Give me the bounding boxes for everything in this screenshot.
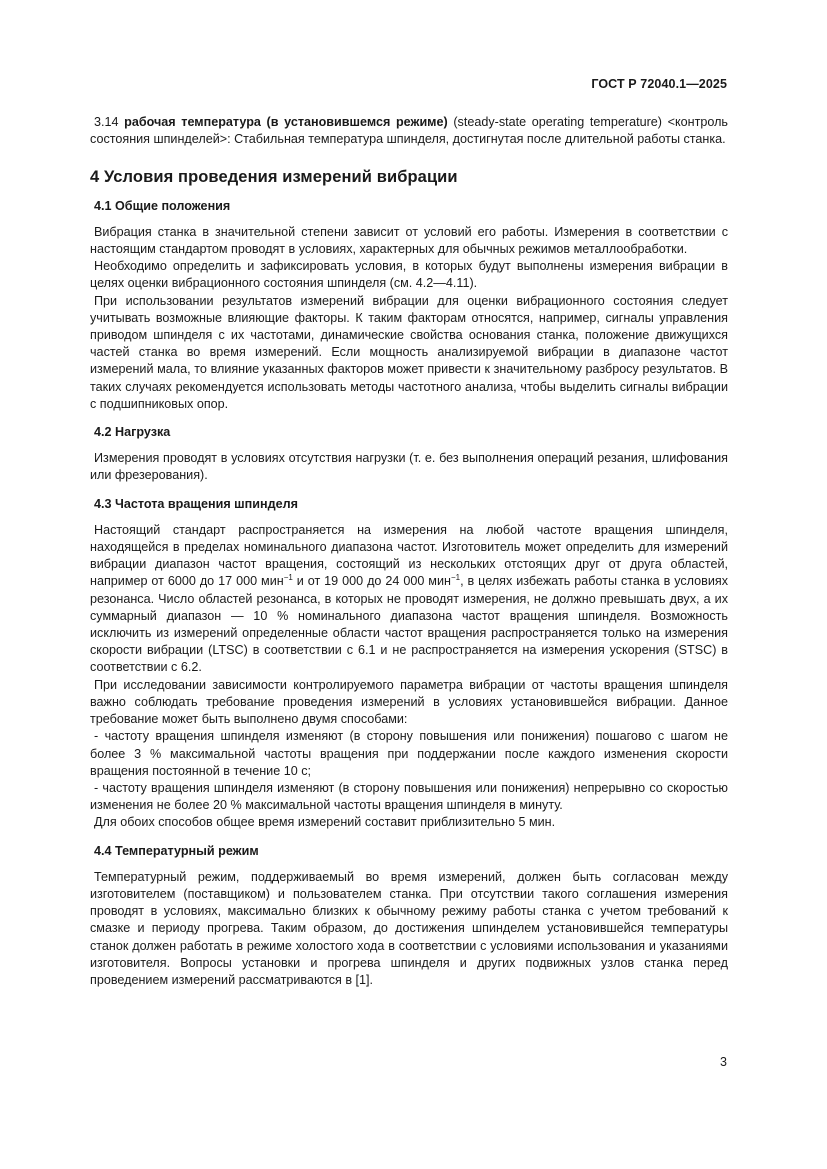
list-item: - частоту вращения шпинделя изменяют (в сторону повышения или понижения) непрерывно со скоростью изменения не более 20 % максимальной частоты вращения шпинделя в минуту. [90, 780, 728, 813]
subsection-4-3-heading: 4.3 Частота вращения шпинделя [94, 496, 298, 511]
subsection-4-1-heading: 4.1 Общие положения [94, 198, 231, 213]
page-content [90, 114, 728, 989]
subsection-4-4-heading: 4.4 Температурный режим [94, 843, 259, 858]
paragraph-4-3-1 [90, 522, 728, 677]
paragraph-4-1-3: При использовании результатов измерений вибрации для оценки вибрационного состояния следует учитывать возможные влияющие факторы. К таким факторам относятся, например, сигналы управления приводом шпинделя с их частотами, динамические свойства основания станка, положение движущихся частей станка во время измерений. Если мощность анализируемой вибрации в диапазоне частот измерений мала, то влияние указанных факторов может привести к значительному разбросу результатов. В таких случаях рекомендуется использовать методы частотного анализа, чтобы выделить сигналы вибрации с подшипниковых опор. [90, 293, 728, 411]
paragraph-4-3-1-part-a: Настоящий стандарт распространяется на измерения на любой частоте вращения шпинделя, находящейся в пределах номинального диапазона частот. Изготовитель может определить для измерений вибрации диапазон частот вращения, состоящий из нескольких отстоящих друг от друга областей, например от 6000 до 17 000 мин [90, 522, 728, 589]
term-definition-text: (steady-state operating temperature) <контроль состояния шпинделей>: Стабильная температура шпинделя, достигнутая после длительной работы станка. [90, 115, 728, 147]
paragraph-4-1-2: Необходимо определить и зафиксировать условия, в которых будут выполнены измерения вибрации в целях оценки вибрационного состояния шпинделя (см. 4.2—4.11). [90, 259, 728, 291]
unit-exponent: −1 [283, 573, 293, 583]
paragraph-4-1-1: Вибрация станка в значительной степени зависит от условий его работы. Измерения в соответствии с настоящим стандартом проводят в условиях, характерных для обычных режимов металлообработки. [90, 224, 728, 257]
term-definition-3-14 [90, 114, 728, 148]
paragraph-4-3-2: При исследовании зависимости контролируемого параметра вибрации от частоты вращения шпинделя важно соблюдать требование проведения измерений в условиях установившейся вибрации. Данное требование может быть выполнено двумя способами: [90, 677, 728, 727]
paragraph-4-2-1: Измерения проводят в условиях отсутствия нагрузки (т. е. без выполнения операций резания, шлифования или фрезерования). [90, 451, 728, 483]
section-4-heading: 4 Условия проведения измерений вибрации [90, 168, 458, 187]
paragraph-4-3-1-part-b: и от 19 000 до 24 000 мин [292, 574, 451, 589]
term-name: рабочая температура (в установившемся режиме) [124, 115, 448, 129]
subsection-4-2-heading: 4.2 Нагрузка [94, 425, 171, 440]
page-number: 3 [720, 1055, 727, 1069]
paragraph-4-4-1: Температурный режим, поддерживаемый во время измерений, должен быть согласован между изготовителем (поставщиком) и пользователем станка. При отсутствии такого соглашения измерения проводят в условиях, максимально близких к обычному режиму работы станка с учетом требований к смазке и периоду прогрева. Таким образом, до достижения шпинделем установившейся температуры станок должен работать в режиме холостого хода в соответствии с условиями использования и указаниями изготовителя. Вопросы установки и прогрева шпинделя и других подвижных узлов станка перед проведением измерений рассматриваются в [1]. [90, 869, 728, 987]
list-item: - частоту вращения шпинделя изменяют (в сторону повышения или понижения) пошагово с шагом не более 3 % максимальной частоты вращения при поддержании после каждого изменения скорости вращения постоянной в течение 10 с; [90, 729, 728, 778]
paragraph-4-3-1-part-c: , в целях избежать работы станка в условиях резонанса. Число областей резонанса, в которых не проводят измерения, не должно превышать двух, а их суммарный диапазон — 10 % номинального диапазона частот вращения шпинделя. Возможность исключить из измерений определенные области частот вращения распространяется только на измерения скорости вибрации (LTSC) в соответствии с 6.1 и не распространяется на измерения ускорения (STSC) в соответствии с 6.2. [90, 574, 729, 675]
unit-exponent: −1 [450, 573, 461, 583]
paragraph-4-3-3: Для обоих способов общее время измерений составит приблизительно 5 мин. [94, 815, 556, 830]
term-number: 3.14 [94, 115, 125, 129]
document-code-header: ГОСТ Р 72040.1—2025 [591, 77, 727, 91]
